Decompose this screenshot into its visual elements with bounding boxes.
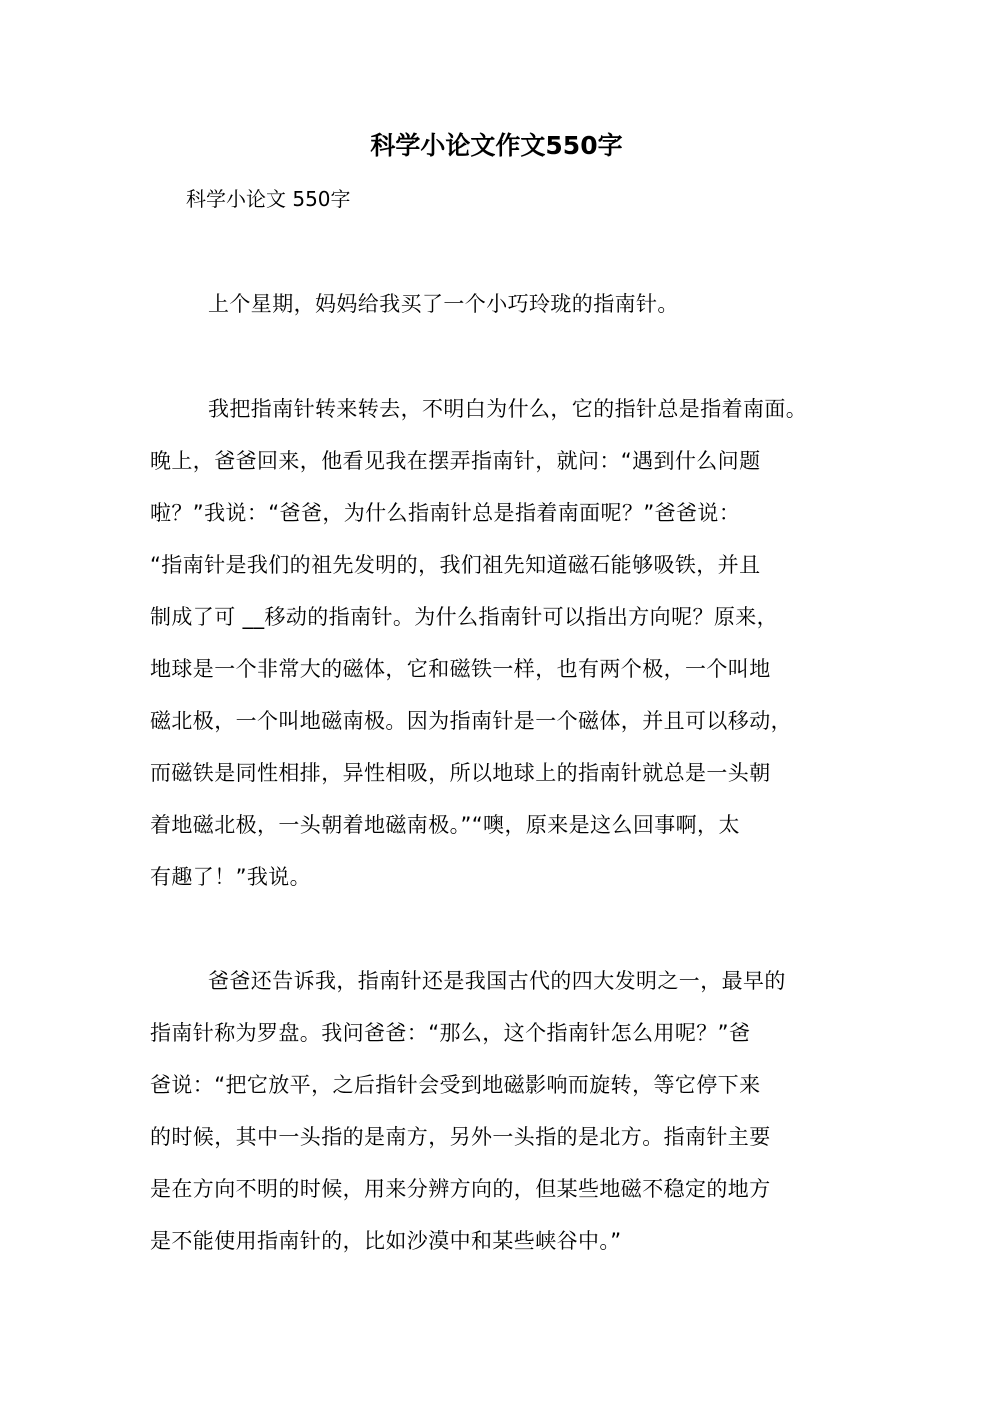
paragraph-3-line-4: 的时候，其中一头指的是南方，另外一头指的是北方。指南针主要 [150,1125,771,1149]
paragraph-2-line-10: 有趣了！”我说。 [150,865,312,889]
paragraph-2-line-4: “指南针是我们的祖先发明的，我们祖先知道磁石能够吸铁，并且 [150,553,761,577]
paragraph-2-line-3: 啦？”我说：“爸爸，为什么指南针总是指着南面呢？”爸爸说： [150,501,741,525]
paragraph-3-line-5: 是在方向不明的时候，用来分辨方向的，但某些地磁不稳定的地方 [150,1177,771,1201]
paragraph-1-line-1: 上个星期，妈妈给我买了一个小巧玲珑的指南针。 [208,292,679,316]
paragraph-2-line-1: 我把指南针转来转去，不明白为什么，它的指针总是指着南面。 [208,397,808,421]
paragraph-2-line-9: 着地磁北极，一头朝着地磁南极。”“噢，原来是这么回事啊，太 [150,813,740,837]
paragraph-2-line-5: 制成了可 __移动的指南针。为什么指南针可以指出方向呢？原来， [150,605,779,629]
paragraph-3-line-2: 指南针称为罗盘。我问爸爸：“那么，这个指南针怎么用呢？”爸 [150,1021,751,1045]
paragraph-2-line-6: 地球是一个非常大的磁体，它和磁铁一样，也有两个极，一个叫地 [150,657,771,681]
paragraph-3-line-6: 是不能使用指南针的，比如沙漠中和某些峡谷中。” [150,1229,622,1253]
paragraph-2-line-2: 晚上，爸爸回来，他看见我在摆弄指南针，就问：“遇到什么问题 [150,449,761,473]
document-subtitle: 科学小论文 550字 [186,187,351,211]
paragraph-3-line-3: 爸说：“把它放平，之后指针会受到地磁影响而旋转，等它停下来 [150,1073,761,1097]
document-title: 科学小论文作文550字 [370,131,623,160]
paragraph-3-line-1: 爸爸还告诉我，指南针还是我国古代的四大发明之一，最早的 [208,969,786,993]
paragraph-2-line-7: 磁北极，一个叫地磁南极。因为指南针是一个磁体，并且可以移动， [150,709,792,733]
paragraph-2-line-8: 而磁铁是同性相排，异性相吸，所以地球上的指南针就总是一头朝 [150,761,771,785]
